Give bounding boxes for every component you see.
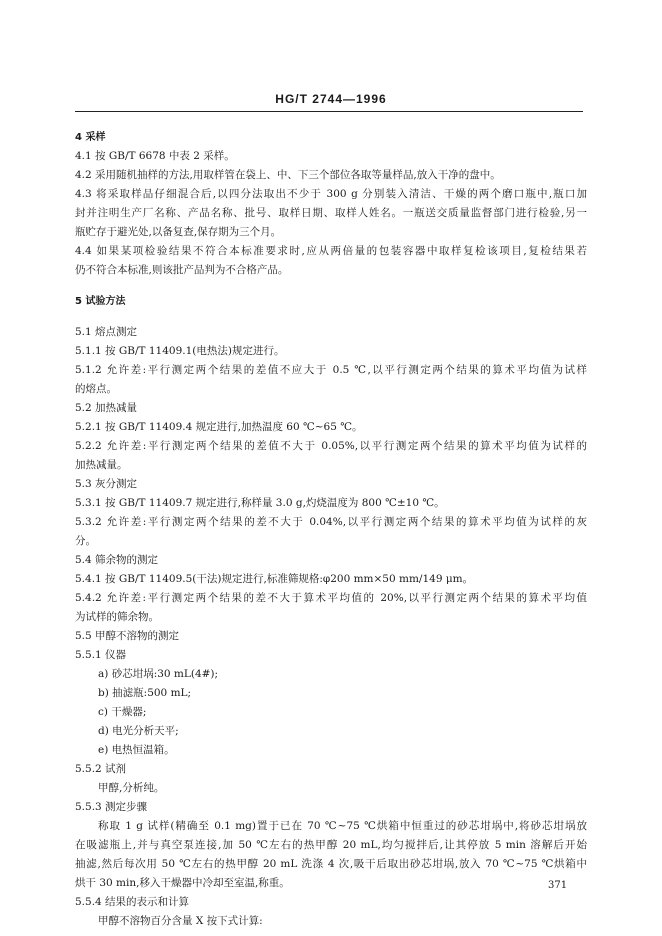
text-line: 5.5.4 结果的表示和计算 <box>75 896 190 908</box>
text-line: 5.2.1 按 GB/T 11409.4 规定进行,加热温度 60 ℃~65 ℃。 <box>75 421 363 433</box>
text-line: d) 电光分析天平; <box>98 725 179 737</box>
text-line: 5.1.1 按 GB/T 11409.1(电热法)规定进行。 <box>75 345 285 357</box>
text-line: 5.5 甲醇不溶物的测定 <box>75 630 180 642</box>
spacer <box>75 311 587 323</box>
text-line: 5.2.2 允许差:平行测定两个结果的差值不大于 0.05%,以平行测定两个结果的算术平均值为试样的 <box>75 440 587 452</box>
text-line: 5.4.2 允许差:平行测定两个结果的差不大于算术平均值的 20%,以平行测定两个结果的算术平均值 <box>75 592 587 604</box>
text-line: a) 砂芯坩埚:30 mL(4#); <box>98 668 219 680</box>
header-rule <box>75 111 583 112</box>
text-line: 抽滤,然后每次用 50 ℃左右的热甲醇 20 mL 洗涤 4 次,吸干后取出砂芯坩埚,放入 70 ℃~75 ℃烘箱中 <box>75 858 587 870</box>
page-number: 371 <box>548 880 568 891</box>
text-line: e) 电热恒温箱。 <box>98 744 175 756</box>
section-heading: 5 试验方法 <box>75 296 126 307</box>
text-line: 分。 <box>75 535 96 547</box>
spacer <box>75 280 587 292</box>
section-heading: 4 采样 <box>75 132 106 143</box>
text-line: 5.3.2 允许差:平行测定两个结果的差不大于 0.04%,以平行测定两个结果的算术平均值为试样的灰 <box>75 516 587 528</box>
text-line: 5.5.3 测定步骤 <box>75 801 148 813</box>
text-line: 在吸滤瓶上,并与真空泵连接,加 50 ℃左右的热甲醇 20 mL,均匀搅拌后,让其停放 5 min 溶解后开始 <box>75 839 587 851</box>
text-line: 5.4.1 按 GB/T 11409.5(干法)规定进行,标准筛规格:φ200 mm×50 mm/149 μm。 <box>75 573 474 585</box>
text-line: 仍不符合本标准,则该批产品判为不合格产品。 <box>75 264 289 276</box>
standard-code-header: HG/T 2744—1996 <box>275 92 387 106</box>
text-line: 的熔点。 <box>75 383 117 395</box>
text-line: 5.1 熔点测定 <box>75 326 138 338</box>
text-line: 甲醇不溶物百分含量 X 按下式计算: <box>98 915 263 927</box>
text-line: 瓶贮存于避光处,以备复查,保存期为三个月。 <box>75 226 282 238</box>
text-line: 5.3.1 按 GB/T 11409.7 规定进行,称样量 3.0 g,灼烧温度为 800 ℃±10 ℃。 <box>75 497 445 509</box>
text-line: 4.2 采用随机抽样的方法,用取样管在袋上、中、下三个部位各取等量样品,放入干净的盘中。 <box>75 169 501 181</box>
text-line: 4.1 按 GB/T 6678 中表 2 采样。 <box>75 150 235 162</box>
text-line: 加热减量。 <box>75 459 128 471</box>
text-line: 5.1.2 允许差:平行测定两个结果的差值不应大于 0.5 ℃,以平行测定两个结果的算术平均值为试样 <box>75 364 587 376</box>
text-line: 为试样的筛余物。 <box>75 611 159 623</box>
text-line: b) 抽滤瓶:500 mL; <box>98 687 192 699</box>
text-line: 4.4 如果某项检验结果不符合本标准要求时,应从两倍量的包装容器中取样复检该项目,复检结果若 <box>75 245 587 257</box>
text-line: 5.3 灰分测定 <box>75 478 138 490</box>
text-line: 5.5.2 试剂 <box>75 763 127 775</box>
text-line: 4.3 将采取样品仔细混合后,以四分法取出不少于 300 g 分别装入清洁、干燥的两个磨口瓶中,瓶口加 <box>75 188 587 200</box>
text-line: 5.4 筛余物的测定 <box>75 554 159 566</box>
text-line: 5.2 加热减量 <box>75 402 138 414</box>
text-line: 称取 1 g 试样(精确至 0.1 mg)置于已在 70 ℃~75 ℃烘箱中恒重过的砂芯坩埚中,将砂芯坩埚放 <box>98 820 587 832</box>
text-line: 封并注明生产厂名称、产品名称、批号、取样日期、取样人姓名。一瓶送交质量监督部门进行检验,另一 <box>75 207 587 219</box>
text-line: 烘干 30 min,移入干燥器中冷却至室温,称重。 <box>75 877 290 889</box>
text-line: 甲醇,分析纯。 <box>98 782 165 794</box>
text-line: 5.5.1 仪器 <box>75 649 127 661</box>
text-line: c) 干燥器; <box>98 706 147 718</box>
document-body <box>75 128 587 931</box>
